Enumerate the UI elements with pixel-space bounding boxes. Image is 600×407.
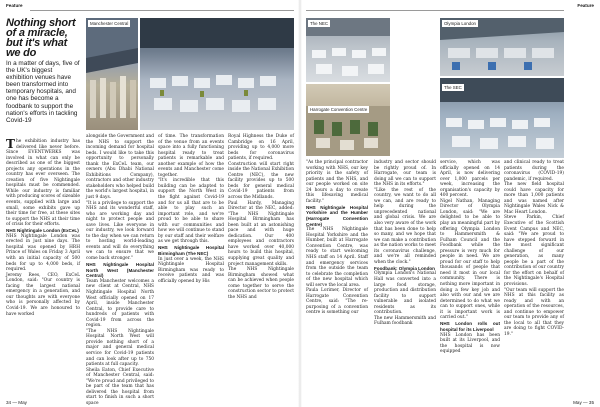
paragraph: The new Hammersmith and Fulham foodbank	[374, 315, 436, 327]
subhead-manchester: NHS Nightingale Hospital North West (Manchester Central)	[86, 262, 154, 279]
photo-caption-olympia: Olympia London	[444, 21, 476, 26]
top-rule-left	[30, 10, 294, 11]
photo-harrogate-graphic	[306, 84, 390, 156]
paragraph: "Like the rest of the country, we want to do all we can, and are ready to help during the unprecedented national and global crisis. We are also very aware of the work that has been done to help so many, and we hope that we can make a contribution as the nation works to meet its coronavirus challenge, and we're all reminded when the clock."	[374, 187, 436, 265]
standfirst: In a matter of days, five of the UK's biggest exhibition venues have been transformed into temporary hospitals, and one has become a foodbank to support the nation's efforts in tackling Covid-19	[6, 60, 80, 124]
photo-manchester-graphic	[86, 18, 138, 130]
photo-nec-graphic	[306, 18, 390, 82]
paragraph: "The NHS Nightingale Hospital North West will provide nothing short of a major and general medical service for Covid-19 patients and can look after up to 750 patients at full capacity.	[86, 328, 154, 368]
paragraph: Royal Highness the Duke of Cambridge on 16 April, providing up to 4,000 more beds for coronavirus patients, if required.	[228, 134, 294, 162]
paragraph: Jeremy Rees, CEO, ExCeL London, said: "Our country is facing the largest national emergency in a generation, and our thoughts are with everyone who is personally affected by Covid-19. We are honoured to have worked	[6, 272, 80, 317]
article-column-3	[158, 134, 224, 284]
photo-caption-sec: The SEC	[444, 85, 462, 90]
paragraph: Olympia London's National Hall was converted into a large food storage, production and distribution facility to support vulnerable and isolated residents as its contribution.	[374, 271, 436, 316]
paragraph: NHS London has been built at its Liverpool, and the hospital is now equipped	[440, 332, 500, 355]
paragraph: Construction will start right inside the National Exhibition Centre (NEC), the new facility provides up to 500 beds for general medical Covid-19 patients from across the Midlands.	[228, 161, 294, 201]
paragraph: industry and sector should be rightly proud of. In Harrogate, our team is doing all we can to support the NHS in its efforts."	[374, 160, 436, 188]
section-label-right: Feature	[577, 3, 594, 8]
photo-olympia-london	[440, 18, 564, 76]
intro-text: he exhibition industry has delivered like never before. Since EVENTWERKS was involved in what can only be described as one of the biggest projects any operations in the country has ever overseen. The creation of five Nightingale hospitals must be commended. While our industry is familiar with producing scores of sizeable events, supplied with large and small, some exhibits gave up their time for free, at these sites to support the NHS at their time of crisis for their efforts.	[6, 139, 80, 228]
paragraph: The NHS Nightingale Hospital Yorkshire and the Humber, built at Harrogate Convention Centre, was ready to start welcoming NHS staff on 14 April. Staff and emergency services from the outside the team to celebrate the completion of the new hospital which will serve the local area.	[306, 227, 368, 288]
paragraph: The NHS Nightingale Birmingham showed what can be achieved when people come together to serve the construction sector to protect the NHS and	[228, 267, 294, 300]
article-column-4	[228, 134, 294, 300]
paragraph: Nigel Nathan, Managing Director of Olympia London, said: "We are delighted to be able to play an meaningful part by offering Olympia London to Hammersmith & Fulham Council and the Foodbank while the pressure is very much for people in need. We are proud for our staff to help thousands of people that need it most in our local community. There is nothing more important in doing a few key job and also with our and we are determined to do what we can to support ones, while it is important work is carried out."	[440, 198, 500, 321]
paragraph: Steve Parkin, Chief Executive of the Scottish Event Campus and NEC, said: "We are proud to have stepped forward in the most significant challenge of our generation, as many people be a part of the contribution of our country for the effort on behalf of the Nightingale's Hospital provisions.	[504, 215, 564, 288]
paragraph: service, which was officially opened on 14 April, is now delivering over 1,000 parcels per week, increasing the organisation's capacity by 400 percent.	[440, 160, 500, 199]
article-column-8	[504, 160, 564, 338]
paragraph: "Our team will support the NHS at this facility as ready and with an operation of the resources, and continue to empower our team to provide any of the local to all that they are doing to fight COVID-19."	[504, 287, 564, 337]
article-column-1	[6, 139, 80, 317]
paragraph: of time. The transformation of the venue from an events space into a fully functioning hospital ready to treat patients is remarkable and another example of how the events and Manchester come together.	[158, 134, 224, 178]
article-column-2	[86, 134, 154, 406]
spine-gutter	[298, 0, 302, 407]
subhead-olympia: Foodbank: Olympia London	[374, 265, 435, 271]
paragraph: and clinical ready to treat patients during the coronavirus (COVID-19) pandemic, if required.	[504, 160, 564, 182]
page-footer-left: 34 — May	[6, 400, 27, 405]
drop-cap: T	[6, 137, 15, 151]
photo-the-nec	[306, 18, 390, 82]
article-column-7	[440, 160, 500, 355]
paragraph: The new field hospital could have capacity for more than 1,000 patients and was named after Nightingale Wales Nick & Mac Heart London.	[504, 182, 564, 215]
paragraph: "It's incredible that this building can be adapted to support the North West in the fight against Covid-19 and for us all that are to be able to play such an important role, and we're proud to be able to share with our communities and how we will continue to stand by our staff and their welfare as we get through this.	[158, 178, 224, 245]
photo-excel-graphic	[140, 18, 294, 130]
paragraph: NHS Nightingale London was erected in just nine days. The hospital was opened by HRH Prince of Wales on Friday 3 April with an initial capacity of 500 beds for up to 4,000 beds, if required.	[6, 233, 80, 273]
photo-the-sec	[440, 78, 564, 158]
photo-caption-harrogate: Harrogate Convention Centre	[310, 107, 368, 112]
paragraph: In just over a week, the NHS Nightingale Hospital Birmingham was ready to receive patients and was officially opened by His	[158, 256, 224, 284]
paragraph: Paul Hardy, Managing Director at the NEC, added: "The NHS Nightingale Hospital Birmingham has been built at an astonishing pace and with huge dedication. Our 400 employees and contractors have worked over 40,000 hours to build this hospital, supplying great quality and project management skills.	[228, 200, 294, 267]
subhead-harrogate: NHS Nightingale Hospital Yorkshire and the Humber (Harrogate Convention Centre)	[306, 204, 368, 227]
section-label-left: Feature	[6, 3, 23, 8]
article-column-6	[374, 160, 436, 327]
subhead-nec: NHS Nightingale Hospital Birmingham (The NEC)	[158, 245, 224, 257]
subhead-excel: NHS Nightingale London (ExCeL)	[6, 228, 79, 234]
intro-paragraph	[6, 139, 80, 228]
subhead-sec: NHS London rolls out hospital for its Liverpool	[440, 321, 500, 332]
photo-harrogate	[306, 84, 390, 156]
article-column-5	[306, 160, 368, 316]
photo-caption-nec: The NEC	[310, 21, 329, 26]
photo-caption-manchester: Manchester Central	[90, 21, 129, 26]
page-footer-right: May — 35	[573, 400, 594, 405]
paragraph: "It is a privilege to support the NHS and its wonderful staff, who are working day and night to protect people and save lives. Like everyone in our industry, we look forward to the day when we can return to hosting world-leading events and will do everything we can to ensure that we come back stronger."	[86, 200, 154, 262]
photo-excel-london	[140, 18, 294, 130]
paragraph: Team Manchester welcomes a new client at Central, NHS Nightingale Hospital North West officially opened on 17 April, inside Manchester Central, to provide care to hundreds of patients with Covid-19 from across the region.	[86, 278, 154, 329]
photo-manchester-central	[86, 18, 138, 130]
paragraph: alongside the Government and the NHS to support the incoming demand for hospital beds. I would like to take this opportunity to personally thank the ExCeL team, our owners (Abu Dhabi National Exhibitions Company), contractors and other industry stakeholders who helped build the world's largest hospital, in just 9 days.	[86, 134, 154, 201]
headline: Nothing short of a miracle, but it's what we do	[6, 17, 76, 59]
paragraph: Paula Lorimer, Director of Harrogate Convention Centre, said: "The re-purposing of a convention centre is something our	[306, 288, 368, 316]
paragraph: Sheila Eaton, Chief Executive of Manchester Central, said: "We're proud and privileged to be part of the team that has delivered the hospital from start to finish in such a short space	[86, 367, 154, 406]
top-rule-right	[306, 10, 564, 11]
paragraph: "As the principal contractor working with NHS, our key priority is the safety of patients and the NHS, and our people worked on site 24 hours a day to create this lifesaving medical facility."	[306, 160, 368, 204]
